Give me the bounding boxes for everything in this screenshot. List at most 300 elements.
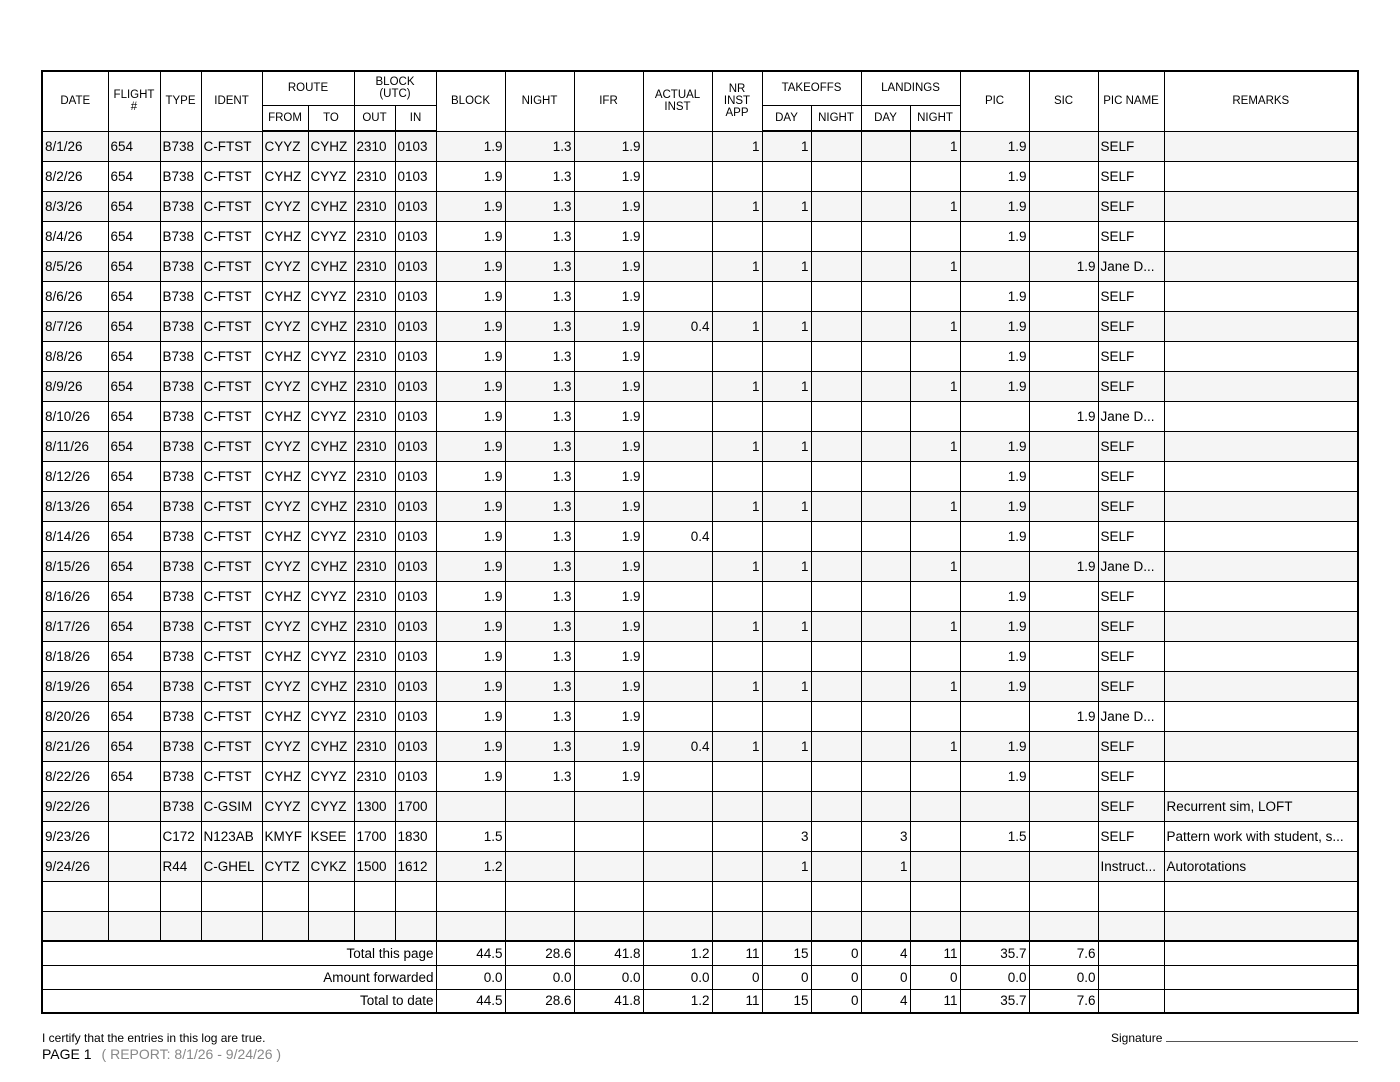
col-landings: LANDINGS <box>861 71 960 105</box>
cell-type: B738 <box>160 221 201 251</box>
cell-date: 8/12/26 <box>42 461 108 491</box>
cell-from <box>262 911 308 941</box>
cell-to-night <box>811 551 861 581</box>
cell-app <box>712 761 762 791</box>
cell-block: 1.9 <box>436 341 505 371</box>
col-route: ROUTE <box>262 71 354 105</box>
cell-pic-name: SELF <box>1098 191 1164 221</box>
cell-to-day <box>762 641 811 671</box>
cell-pic-name: SELF <box>1098 791 1164 821</box>
cell-type: B738 <box>160 731 201 761</box>
cell-pic: 1.9 <box>960 581 1029 611</box>
cell-out: 2310 <box>354 611 395 641</box>
cell-pic: 1.9 <box>960 371 1029 401</box>
cell-date: 8/5/26 <box>42 251 108 281</box>
cell-block <box>436 881 505 911</box>
table-row <box>42 791 1358 821</box>
cell-pic: 1.9 <box>960 191 1029 221</box>
cell-type: B738 <box>160 371 201 401</box>
cell-pic-name: SELF <box>1098 161 1164 191</box>
cell-app: 1 <box>712 731 762 761</box>
cell-ident: C-FTST <box>201 341 262 371</box>
cell-ldg-day <box>861 611 910 641</box>
cell-sic <box>1029 731 1098 761</box>
col-remarks: REMARKS <box>1164 71 1358 131</box>
total-sic: 0.0 <box>1029 965 1098 989</box>
cell-pic-name <box>1098 881 1164 911</box>
cell-block: 1.9 <box>436 521 505 551</box>
cell-pic: 1.9 <box>960 671 1029 701</box>
col-block-utc <box>354 71 436 105</box>
cell-flight: 654 <box>108 551 160 581</box>
cell-pic-name: SELF <box>1098 221 1164 251</box>
cell-app: 1 <box>712 611 762 641</box>
cell-to-night <box>811 191 861 221</box>
total-block: 44.5 <box>436 989 505 1013</box>
cell-to-night <box>811 431 861 461</box>
cell-from: CYHZ <box>262 581 308 611</box>
cell-block: 1.9 <box>436 431 505 461</box>
cell-app <box>712 851 762 881</box>
cell-in: 0103 <box>395 641 436 671</box>
cell-flight: 654 <box>108 611 160 641</box>
cell-ldg-day <box>861 341 910 371</box>
cell-to: CYHZ <box>308 191 354 221</box>
cell-ldg-day <box>861 641 910 671</box>
cell-block: 1.9 <box>436 161 505 191</box>
cell-out: 2310 <box>354 491 395 521</box>
cell-in: 0103 <box>395 251 436 281</box>
cell-block: 1.9 <box>436 461 505 491</box>
cell-actual <box>643 701 712 731</box>
cell-actual <box>643 851 712 881</box>
cell-date: 8/13/26 <box>42 491 108 521</box>
cell-app <box>712 791 762 821</box>
cell-to-day <box>762 911 811 941</box>
cell-sic <box>1029 191 1098 221</box>
cell-ldg-night <box>910 851 960 881</box>
cell-actual <box>643 911 712 941</box>
cell-block: 1.9 <box>436 281 505 311</box>
cell-app: 1 <box>712 431 762 461</box>
col-takeoffs: TAKEOFFS <box>762 71 861 105</box>
cell-date: 8/15/26 <box>42 551 108 581</box>
cell-from: CYHZ <box>262 521 308 551</box>
total-actual: 1.2 <box>643 989 712 1013</box>
cell-in: 0103 <box>395 431 436 461</box>
col-nr-line2: INST <box>723 95 751 108</box>
cell-night: 1.3 <box>505 641 574 671</box>
cell-actual <box>643 611 712 641</box>
cell-night <box>505 851 574 881</box>
cell-out: 2310 <box>354 461 395 491</box>
table-row <box>42 731 1358 761</box>
cell-type: B738 <box>160 131 201 161</box>
cell-ident: C-FTST <box>201 641 262 671</box>
cell-actual <box>643 191 712 221</box>
col-ident: IDENT <box>201 71 262 131</box>
total-pic-name-blank <box>1098 965 1164 989</box>
cell-date: 8/22/26 <box>42 761 108 791</box>
cell-date: 9/23/26 <box>42 821 108 851</box>
cell-pic: 1.9 <box>960 341 1029 371</box>
cell-pic-name: Jane D... <box>1098 401 1164 431</box>
cell-app <box>712 821 762 851</box>
cell-to-day: 1 <box>762 371 811 401</box>
cell-ldg-day <box>861 191 910 221</box>
col-landings-night: NIGHT <box>910 105 960 131</box>
cell-flight <box>108 911 160 941</box>
cell-to: CYYZ <box>308 581 354 611</box>
total-ldg-day: 4 <box>861 941 910 965</box>
cell-pic <box>960 251 1029 281</box>
table-row <box>42 701 1358 731</box>
col-ifr: IFR <box>574 71 643 131</box>
cell-pic: 1.9 <box>960 731 1029 761</box>
cell-sic <box>1029 491 1098 521</box>
cell-from: CYYZ <box>262 731 308 761</box>
table-row <box>42 311 1358 341</box>
cell-pic: 1.9 <box>960 161 1029 191</box>
cell-ldg-day <box>861 401 910 431</box>
cell-ldg-night: 1 <box>910 671 960 701</box>
cell-pic-name: Jane D... <box>1098 251 1164 281</box>
cell-pic: 1.9 <box>960 521 1029 551</box>
cell-ident: N123AB <box>201 821 262 851</box>
cell-type: B738 <box>160 311 201 341</box>
cell-to-night <box>811 281 861 311</box>
cell-sic <box>1029 461 1098 491</box>
cell-out: 2310 <box>354 401 395 431</box>
cell-to-day <box>762 881 811 911</box>
cell-to-night <box>811 371 861 401</box>
cell-flight: 654 <box>108 251 160 281</box>
cell-remarks <box>1164 431 1358 461</box>
cell-to-day <box>762 341 811 371</box>
cell-night <box>505 881 574 911</box>
cell-in: 0103 <box>395 611 436 641</box>
totals-label: Amount forwarded <box>42 965 436 989</box>
cell-ifr <box>574 791 643 821</box>
cell-night: 1.3 <box>505 551 574 581</box>
cell-sic <box>1029 581 1098 611</box>
table-row <box>42 671 1358 701</box>
cell-type: B738 <box>160 491 201 521</box>
cell-to-day: 1 <box>762 671 811 701</box>
cell-ifr: 1.9 <box>574 341 643 371</box>
total-block: 0.0 <box>436 965 505 989</box>
cell-night: 1.3 <box>505 191 574 221</box>
cell-pic: 1.9 <box>960 641 1029 671</box>
cell-remarks <box>1164 521 1358 551</box>
cell-remarks <box>1164 731 1358 761</box>
cell-to-night <box>811 341 861 371</box>
cell-ifr <box>574 911 643 941</box>
cell-from: CYHZ <box>262 641 308 671</box>
cell-ldg-day: 3 <box>861 821 910 851</box>
cell-flight: 654 <box>108 641 160 671</box>
cell-to: CYYZ <box>308 221 354 251</box>
cell-remarks <box>1164 161 1358 191</box>
cell-night: 1.3 <box>505 731 574 761</box>
table-row <box>42 341 1358 371</box>
cell-sic <box>1029 641 1098 671</box>
cell-actual <box>643 551 712 581</box>
cell-in: 0103 <box>395 521 436 551</box>
cell-type: B738 <box>160 521 201 551</box>
total-to-day: 15 <box>762 989 811 1013</box>
table-row <box>42 821 1358 851</box>
col-type: TYPE <box>160 71 201 131</box>
cell-actual <box>643 371 712 401</box>
cell-ifr: 1.9 <box>574 311 643 341</box>
cell-type: B738 <box>160 341 201 371</box>
totals-row <box>42 965 1358 989</box>
cell-type: B738 <box>160 431 201 461</box>
cell-to-day <box>762 221 811 251</box>
cell-sic <box>1029 851 1098 881</box>
cell-ldg-night <box>910 161 960 191</box>
cell-night: 1.3 <box>505 671 574 701</box>
cell-pic-name: SELF <box>1098 611 1164 641</box>
cell-sic <box>1029 881 1098 911</box>
cell-date <box>42 881 108 911</box>
cell-from: CYTZ <box>262 851 308 881</box>
table-row <box>42 161 1358 191</box>
table-row <box>42 281 1358 311</box>
table-header <box>42 71 1358 131</box>
cell-to-day: 1 <box>762 251 811 281</box>
cell-date: 8/6/26 <box>42 281 108 311</box>
cell-ldg-night <box>910 281 960 311</box>
cell-night: 1.3 <box>505 461 574 491</box>
cell-flight: 654 <box>108 431 160 461</box>
cell-ldg-day <box>861 371 910 401</box>
cell-pic-name <box>1098 911 1164 941</box>
cell-to-night <box>811 821 861 851</box>
cell-to: CYHZ <box>308 491 354 521</box>
cell-ident: C-GSIM <box>201 791 262 821</box>
cell-app: 1 <box>712 491 762 521</box>
cell-to: CYYZ <box>308 461 354 491</box>
total-app: 11 <box>712 941 762 965</box>
cell-to-day: 1 <box>762 311 811 341</box>
cell-night: 1.3 <box>505 281 574 311</box>
cell-flight: 654 <box>108 311 160 341</box>
cell-date: 9/22/26 <box>42 791 108 821</box>
cell-pic <box>960 551 1029 581</box>
cell-ldg-day <box>861 881 910 911</box>
cell-to: CYYZ <box>308 641 354 671</box>
cell-from: CYHZ <box>262 461 308 491</box>
cell-block: 1.9 <box>436 131 505 161</box>
cell-to-night <box>811 761 861 791</box>
cell-to-day: 1 <box>762 851 811 881</box>
cell-out: 1700 <box>354 821 395 851</box>
cell-in: 0103 <box>395 281 436 311</box>
cell-ldg-night <box>910 791 960 821</box>
col-night: NIGHT <box>505 71 574 131</box>
cell-ldg-day <box>861 791 910 821</box>
cell-to-night <box>811 161 861 191</box>
cell-ident: C-FTST <box>201 491 262 521</box>
cell-ident <box>201 911 262 941</box>
cell-date <box>42 911 108 941</box>
cell-ldg-day <box>861 461 910 491</box>
cell-in: 1612 <box>395 851 436 881</box>
cell-night: 1.3 <box>505 131 574 161</box>
cell-to-day: 1 <box>762 131 811 161</box>
cell-sic <box>1029 311 1098 341</box>
cell-actual <box>643 161 712 191</box>
total-ifr: 41.8 <box>574 941 643 965</box>
cell-type: B738 <box>160 281 201 311</box>
cell-ident: C-FTST <box>201 221 262 251</box>
cell-date: 8/14/26 <box>42 521 108 551</box>
cell-type: R44 <box>160 851 201 881</box>
cell-sic <box>1029 671 1098 701</box>
cell-block: 1.9 <box>436 371 505 401</box>
cell-date: 8/17/26 <box>42 611 108 641</box>
cell-out: 2310 <box>354 131 395 161</box>
cell-to-night <box>811 701 861 731</box>
cell-out: 1300 <box>354 791 395 821</box>
cell-remarks <box>1164 131 1358 161</box>
cell-flight <box>108 851 160 881</box>
col-pic-name: PIC NAME <box>1098 71 1164 131</box>
cell-remarks <box>1164 611 1358 641</box>
cell-to: CYKZ <box>308 851 354 881</box>
col-sic: SIC <box>1029 71 1098 131</box>
cell-to: CYHZ <box>308 431 354 461</box>
cell-to: CYYZ <box>308 521 354 551</box>
cell-remarks <box>1164 281 1358 311</box>
cell-to-night <box>811 611 861 641</box>
cell-ifr: 1.9 <box>574 401 643 431</box>
cell-ident: C-FTST <box>201 191 262 221</box>
cell-from: CYHZ <box>262 221 308 251</box>
cell-pic: 1.9 <box>960 131 1029 161</box>
cell-ifr: 1.9 <box>574 461 643 491</box>
cell-app: 1 <box>712 191 762 221</box>
cell-out: 2310 <box>354 311 395 341</box>
cell-actual <box>643 641 712 671</box>
cell-ident: C-FTST <box>201 311 262 341</box>
cell-type: B738 <box>160 761 201 791</box>
total-remarks-blank <box>1164 965 1358 989</box>
cell-ident: C-FTST <box>201 281 262 311</box>
col-landings-day: DAY <box>861 105 910 131</box>
cell-remarks: Pattern work with student, s... <box>1164 821 1358 851</box>
col-takeoffs-night: NIGHT <box>811 105 861 131</box>
signature-line[interactable] <box>1166 1033 1358 1042</box>
cell-out: 2310 <box>354 281 395 311</box>
cell-from: CYYZ <box>262 551 308 581</box>
cell-ldg-day <box>861 491 910 521</box>
cell-ident: C-FTST <box>201 761 262 791</box>
cell-pic <box>960 911 1029 941</box>
cell-flight: 654 <box>108 671 160 701</box>
cell-ldg-night: 1 <box>910 611 960 641</box>
signature-area[interactable] <box>1111 1031 1358 1045</box>
cell-date: 8/11/26 <box>42 431 108 461</box>
cell-app <box>712 221 762 251</box>
total-ifr: 0.0 <box>574 965 643 989</box>
total-ldg-day: 4 <box>861 989 910 1013</box>
cell-ifr: 1.9 <box>574 131 643 161</box>
cell-ldg-night: 1 <box>910 311 960 341</box>
cell-ifr <box>574 851 643 881</box>
cell-type: B738 <box>160 701 201 731</box>
cell-out: 2310 <box>354 581 395 611</box>
cell-actual <box>643 221 712 251</box>
cell-type <box>160 911 201 941</box>
cell-in: 0103 <box>395 461 436 491</box>
cell-ldg-night <box>910 221 960 251</box>
cell-out <box>354 911 395 941</box>
cell-app <box>712 161 762 191</box>
cell-flight <box>108 881 160 911</box>
col-from: FROM <box>262 105 308 131</box>
cell-ldg-night <box>910 341 960 371</box>
cell-actual: 0.4 <box>643 521 712 551</box>
cell-in: 0103 <box>395 131 436 161</box>
cell-in: 0103 <box>395 341 436 371</box>
cell-ifr: 1.9 <box>574 521 643 551</box>
cell-actual <box>643 761 712 791</box>
cell-pic: 1.9 <box>960 461 1029 491</box>
cell-pic <box>960 701 1029 731</box>
cell-date: 8/10/26 <box>42 401 108 431</box>
table-row <box>42 521 1358 551</box>
cell-pic-name: SELF <box>1098 131 1164 161</box>
cell-to: CYHZ <box>308 251 354 281</box>
cell-actual <box>643 791 712 821</box>
cell-ifr: 1.9 <box>574 641 643 671</box>
col-in: IN <box>395 105 436 131</box>
cell-ifr: 1.9 <box>574 731 643 761</box>
cell-sic <box>1029 911 1098 941</box>
table-row <box>42 911 1358 941</box>
cell-night: 1.3 <box>505 581 574 611</box>
cell-date: 8/1/26 <box>42 131 108 161</box>
cell-from: CYHZ <box>262 341 308 371</box>
cell-to-day <box>762 281 811 311</box>
cell-type: B738 <box>160 401 201 431</box>
cell-ldg-night <box>910 761 960 791</box>
cell-night <box>505 911 574 941</box>
cell-out: 2310 <box>354 371 395 401</box>
cell-ident: C-FTST <box>201 581 262 611</box>
cell-from: CYYZ <box>262 491 308 521</box>
cell-out: 2310 <box>354 761 395 791</box>
total-to-night: 0 <box>811 965 861 989</box>
cell-flight: 654 <box>108 191 160 221</box>
cell-ldg-night: 1 <box>910 491 960 521</box>
cell-from: KMYF <box>262 821 308 851</box>
cell-flight: 654 <box>108 341 160 371</box>
cell-pic-name: SELF <box>1098 371 1164 401</box>
table-row <box>42 221 1358 251</box>
total-to-night: 0 <box>811 989 861 1013</box>
cell-pic-name: SELF <box>1098 821 1164 851</box>
cell-block <box>436 791 505 821</box>
cell-ldg-night <box>910 461 960 491</box>
cell-from: CYYZ <box>262 431 308 461</box>
cell-ifr: 1.9 <box>574 491 643 521</box>
table-row <box>42 191 1358 221</box>
cell-to-day: 3 <box>762 821 811 851</box>
